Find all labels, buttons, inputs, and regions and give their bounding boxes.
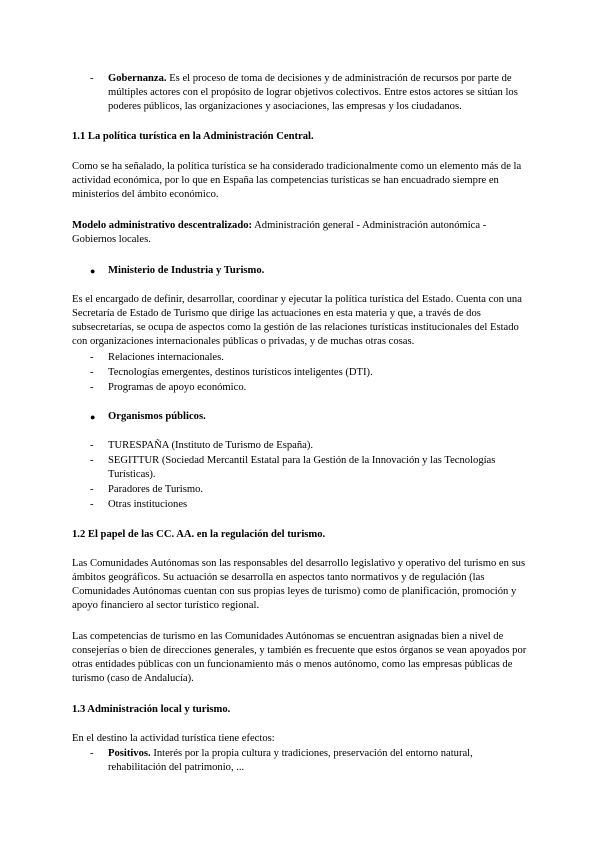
dash-bullet: -: [90, 73, 94, 84]
list-item: [90, 498, 530, 512]
dash-bullet: -: [90, 440, 94, 451]
organismos-title: Organismos públicos.: [108, 411, 206, 422]
list-item-text: Programas de apoyo económico.: [108, 382, 247, 393]
modelo-text: Administración general - Administración autonómica - Gobiernos locales.: [72, 220, 487, 245]
round-bullet: ●: [90, 266, 96, 276]
gobernanza-item: [90, 72, 530, 114]
dash-bullet: -: [90, 382, 94, 393]
modelo-paragraph: [72, 219, 530, 247]
list-item: [90, 483, 530, 497]
modelo-term: Modelo administrativo descentralizado:: [72, 220, 253, 231]
dash-bullet: -: [90, 455, 94, 466]
list-item-text: SEGITTUR (Sociedad Mercantil Estatal para la Gestión de la Innovación y las Tecnologías Turísticas).: [108, 455, 496, 480]
dash-bullet: -: [90, 499, 94, 510]
positivos-text: Interés por la propia cultura y tradiciones, preservación del entorno natural, rehabilitación del patrimonio, ...: [108, 748, 473, 773]
organismos-heading: [90, 410, 530, 424]
list-item: [90, 454, 530, 482]
section-1-2-paragraph-2: Las competencias de turismo en las Comunidades Autónomas se encuentran asignadas bien a nivel de consejerías o bien de direcciones generales, y también es frecuente que estos órganos se vean apoyados por otras entidades públicas con un funcionamiento más o menos autónomo, como las empresas públicas de turismo (caso de Andalucía).: [72, 631, 527, 684]
ministerio-title: Ministerio de Industria y Turismo.: [108, 265, 265, 276]
dash-bullet: -: [90, 367, 94, 378]
dash-bullet: -: [90, 484, 94, 495]
round-bullet: ●: [90, 412, 96, 422]
list-item-text: Paradores de Turismo.: [108, 484, 204, 495]
list-item-text: Relaciones internacionales.: [108, 352, 224, 363]
list-item-text: Tecnologías emergentes, destinos turísticos inteligentes (DTI).: [108, 367, 373, 378]
gobernanza-text: Es el proceso de toma de decisiones y de administración de recursos por parte de múltiples actores con el propósito de lograr objetivos colectivos. Entre estos actores se sitúan los poderes públicos, las organizaciones y asociaciones, las empresas y los ciudadanos.: [108, 73, 518, 112]
dash-bullet: -: [90, 352, 94, 363]
list-item: [90, 351, 530, 365]
section-1-1-paragraph: Como se ha señalado, la política turística se ha considerado tradicionalmente como un elemento más de la actividad económica, por lo que en España las competencias turísticas se han encuadrado siempre en ministerios del ámbito económico.: [72, 161, 522, 200]
section-1-3-intro: En el destino la actividad turística tiene efectos:: [72, 733, 275, 744]
positivos-term: Positivos.: [108, 748, 151, 759]
section-1-1-heading: 1.1 La política turística en la Administración Central.: [72, 131, 314, 142]
section-1-2-paragraph-1: Las Comunidades Autónomas son las responsables del desarrollo legislativo y operativo del turismo en sus ámbitos geográficos. Su actuación se desarrolla en aspectos tanto normativos y de regulación (las Comunidades Autónomas cuentan con sus propias leyes de turismo) como de planificación, promoción y apoyo financiero al sector turístico regional.: [72, 558, 526, 611]
list-item: [90, 381, 530, 395]
ministerio-heading: [90, 264, 530, 278]
dash-bullet: -: [90, 748, 94, 759]
ministerio-paragraph: Es el encargado de definir, desarrollar, coordinar y ejecutar la política turística del Estado. Cuenta con una Secretaría de Estado de Turismo que dirige las actuaciones en esta materia y que, a través de dos subsecretarías, se ocupa de aspectos como la gestión de las relaciones turísticas institucionales del Estado con organizaciones internacionales públicas o privadas, y de muchas otras cosas.: [72, 294, 522, 347]
section-1-2-heading: 1.2 El papel de las CC. AA. en la regulación del turismo.: [72, 529, 326, 540]
list-item: [90, 439, 530, 453]
positivos-item: [90, 747, 530, 775]
gobernanza-term: Gobernanza.: [108, 73, 167, 84]
section-1-3-heading: 1.3 Administración local y turismo.: [72, 704, 231, 715]
list-item-text: TURESPAÑA (Instituto de Turismo de España).: [108, 440, 314, 451]
list-item: [90, 366, 530, 380]
list-item-text: Otras instituciones: [108, 499, 188, 510]
